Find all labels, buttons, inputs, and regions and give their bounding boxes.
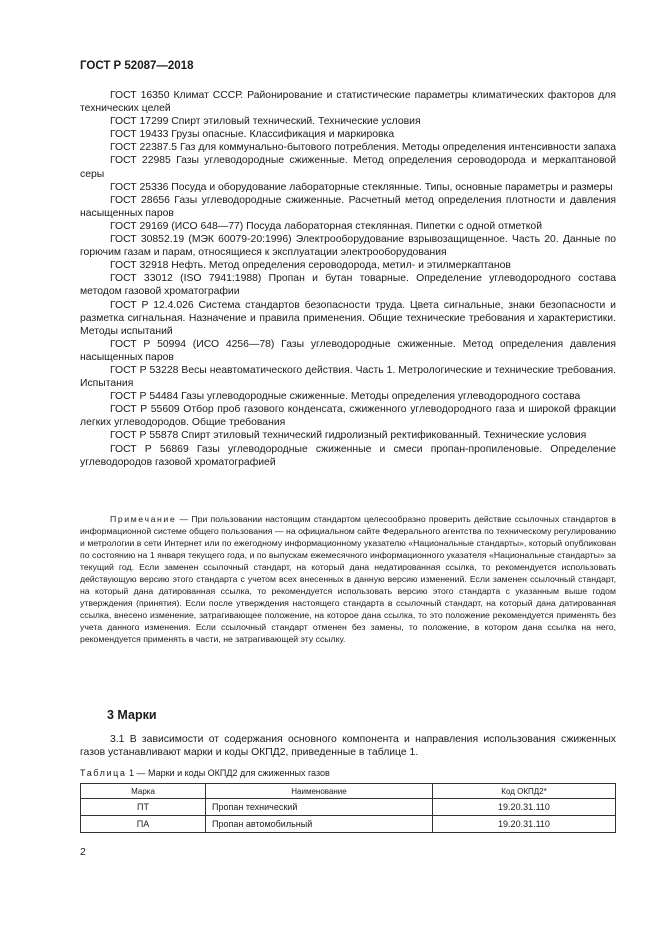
note-block bbox=[80, 513, 616, 645]
reference-item: ГОСТ 16350 Климат СССР. Районирование и статистические параметры климатических факторов для технических целей bbox=[80, 90, 616, 115]
table-row bbox=[81, 816, 616, 833]
table-caption-text: 1 — Марки и коды ОКПД2 для сжиженных газов bbox=[126, 768, 330, 778]
reference-item: ГОСТ 22985 Газы углеводородные сжиженные. Метод определения сероводорода и меркаптановой серы bbox=[80, 155, 616, 180]
references-list bbox=[80, 89, 616, 469]
grades-table bbox=[80, 783, 616, 833]
reference-item: ГОСТ Р 56869 Газы углеводородные сжиженные и смеси пропан-пропиленовые. Определение углеводородов газовой хроматографией bbox=[80, 443, 616, 468]
table-row bbox=[81, 799, 616, 816]
note-label: Примечание bbox=[110, 514, 177, 524]
reference-item: ГОСТ 30852.19 (МЭК 60079-20:1996) Электрооборудование взрывозащищенное. Часть 20. Данные по горючим газам и парам, относящиеся к эксплуатации электрооборудования bbox=[80, 234, 616, 259]
cell-grade: ПА bbox=[81, 816, 206, 833]
header-name: Наименование bbox=[206, 784, 433, 799]
reference-item: ГОСТ Р 55878 Спирт этиловый технический гидролизный ректификованный. Технические условия bbox=[110, 430, 587, 442]
header-grade: Марка bbox=[81, 784, 206, 799]
section-paragraph: 3.1 В зависимости от содержания основного компонента и направления использования сжиженных газов устанавливают марки и коды ОКПД2, приведенные в таблице 1. bbox=[80, 734, 616, 759]
reference-item: ГОСТ 28656 Газы углеводородные сжиженные. Расчетный метод определения плотности и давления насыщенных паров bbox=[80, 194, 616, 219]
reference-item: ГОСТ Р 12.4.026 Система стандартов безопасности труда. Цвета сигнальные, знаки безопасности и разметка сигнальная. Назначение и правила применения. Общие технические требования и характеристики. Методы испытаний bbox=[80, 299, 616, 337]
table-caption-label: Таблица bbox=[80, 768, 127, 778]
note-text: — При пользовании настоящим стандартом целесообразно проверить действие ссылочных стандартов в информационной системе общего пользования — на официальном сайте Федерального агентства по техническому регулированию и метрологии в сети Интернет или по ежегодному информационному указателю «Национальные стандарты», который опубликован по состоянию на 1 января текущего года, и по выпускам ежемесячного информационного указателя «Национальные стандарты» за текущий год. Если заменен ссылочный стандарт, на который дана недатированная ссылка, то рекомендуется использовать действующую версию этого стандарта с учетом всех внесенных в данную версию изменений. Если заменен ссылочный стандарт, на который дана датированная ссылка, то рекомендуется использовать версию этого стандарта с указанным выше годом утверждения (принятия). Если после утверждения настоящего стандарта в ссылочный стандарт, на который дана датированная ссылка, внесено изменение, затрагивающее положение, на которое дана ссылка, то это положение рекомендуется применять без учета данного изменения. Если ссылочный стандарт отменен без замены, то положение, в котором дана ссылка на него, рекомендуется применять в части, не затрагивающей эту ссылку. bbox=[80, 514, 616, 644]
table-header-row bbox=[81, 784, 616, 799]
reference-item: ГОСТ 25336 Посуда и оборудование лабораторные стеклянные. Типы, основные параметры и размеры bbox=[110, 181, 613, 193]
note-paragraph bbox=[80, 513, 616, 645]
reference-item: ГОСТ Р 50994 (ИСО 4256—78) Газы углеводородные сжиженные. Метод определения давления насыщенных паров bbox=[80, 338, 616, 363]
header-code: Код ОКПД2* bbox=[433, 784, 616, 799]
reference-item: ГОСТ 29169 (ИСО 648—77) Посуда лабораторная стеклянная. Пипетки с одной отметкой bbox=[110, 220, 543, 232]
reference-item: ГОСТ Р 55609 Отбор проб газового конденсата, сжиженного углеводородного газа и широкой фракции легких углеводородов. Общие требования bbox=[80, 404, 616, 429]
reference-item: ГОСТ 22387.5 Газ для коммунально-бытового потребления. Методы определения интенсивности запаха bbox=[110, 142, 616, 154]
cell-name: Пропан автомобильный bbox=[206, 816, 433, 833]
cell-code: 19.20.31.110 bbox=[433, 816, 616, 833]
reference-item: ГОСТ 32918 Нефть. Метод определения сероводорода, метил- и этилмеркаптанов bbox=[110, 260, 511, 272]
table-caption bbox=[80, 768, 330, 778]
reference-item: ГОСТ 17299 Спирт этиловый технический. Технические условия bbox=[110, 116, 421, 128]
page-number: 2 bbox=[80, 846, 86, 858]
section-title: 3 Марки bbox=[107, 708, 157, 722]
cell-code: 19.20.31.110 bbox=[433, 799, 616, 816]
cell-name: Пропан технический bbox=[206, 799, 433, 816]
reference-item: ГОСТ 33012 (ISO 7941:1988) Пропан и бутан товарные. Определение углеводородного состава методом газовой хроматографии bbox=[80, 273, 616, 298]
section-paragraph-block bbox=[80, 733, 616, 759]
reference-item: ГОСТ 19433 Грузы опасные. Классификация и маркировка bbox=[110, 129, 395, 141]
reference-item: ГОСТ Р 53228 Весы неавтоматического действия. Часть 1. Метрологические и технические требования. Испытания bbox=[80, 364, 616, 390]
reference-item: ГОСТ Р 54484 Газы углеводородные сжиженные. Методы определения углеводородного состава bbox=[110, 391, 581, 403]
cell-grade: ПТ bbox=[81, 799, 206, 816]
document-header: ГОСТ Р 52087—2018 bbox=[80, 60, 194, 72]
